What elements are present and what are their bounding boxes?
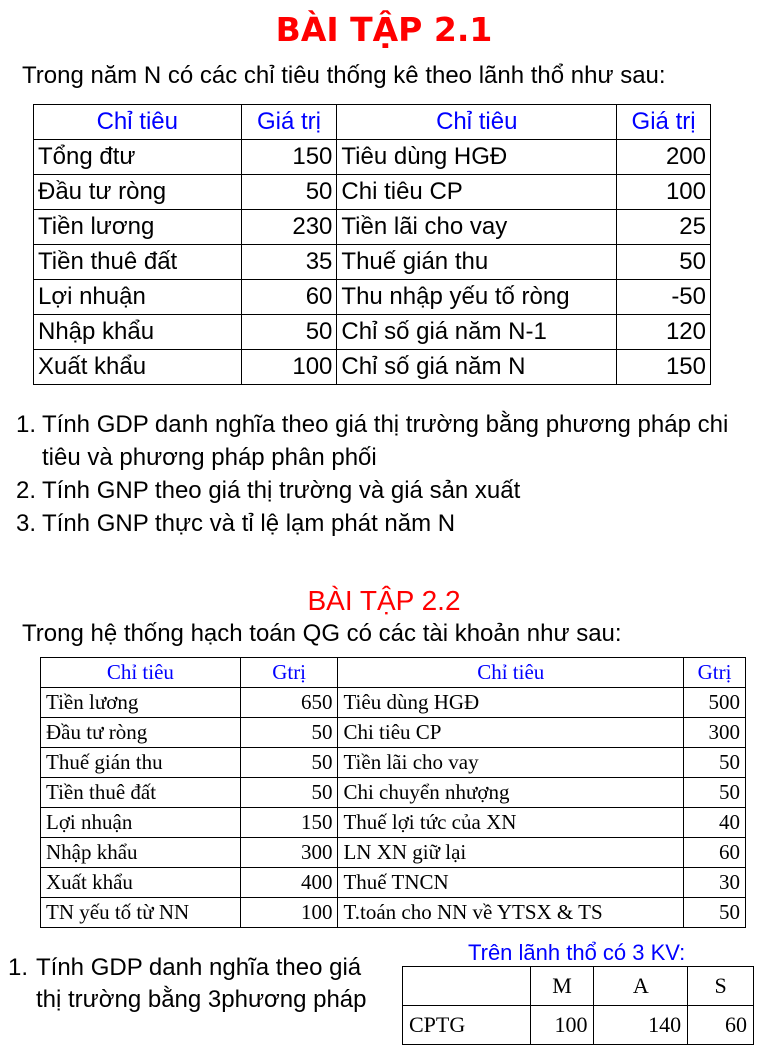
value-cell: 400 (240, 868, 338, 898)
question-number: 1. (16, 411, 37, 438)
table-row (34, 350, 711, 385)
exercise-1-table (33, 104, 711, 385)
label-cell: Lợi nhuận (34, 280, 242, 315)
label-cell: Lợi nhuận (41, 808, 241, 838)
table-row (41, 778, 746, 808)
label-cell: Chi tiêu CP (338, 718, 684, 748)
question-text: Tính GNP theo giá thị trường và giá sản xuất (42, 477, 521, 504)
label-cell: T.toán cho NN về YTSX & TS (338, 898, 684, 928)
value-cell: 300 (240, 838, 338, 868)
exercise-2-title: BÀI TẬP 2.2 (307, 585, 461, 616)
exercise-2-table (40, 657, 746, 928)
table-row (41, 898, 746, 928)
exercise-2-intro: Trong hệ thống hạch toán QG có các tài khoản như sau: (22, 620, 622, 647)
value-cell: 50 (241, 315, 337, 350)
label-cell: Tiền thuê đất (41, 778, 241, 808)
value-cell: 50 (684, 898, 746, 928)
value-cell: 100 (617, 175, 711, 210)
value-cell: 200 (617, 140, 711, 175)
label-cell: Tiền lãi cho vay (338, 748, 684, 778)
table-header-row (403, 967, 754, 1006)
value-cell: 60 (688, 1006, 754, 1045)
column-header: Gtrị (684, 658, 746, 688)
label-cell: Chỉ số giá năm N (337, 350, 617, 385)
label-cell: Tiền lương (34, 210, 242, 245)
exercise-1-title: BÀI TẬP 2.1 (275, 10, 493, 49)
column-header: Chỉ tiêu (338, 658, 684, 688)
table-row (34, 245, 711, 280)
value-cell: 120 (617, 315, 711, 350)
label-cell: CPTG (403, 1006, 531, 1045)
label-cell: Tiêu dùng HGĐ (337, 140, 617, 175)
value-cell: 150 (241, 140, 337, 175)
value-cell: 150 (617, 350, 711, 385)
column-header (403, 967, 531, 1006)
value-cell: 300 (684, 718, 746, 748)
label-cell: Tiền thuê đất (34, 245, 242, 280)
value-cell: 150 (240, 808, 338, 838)
table-row (34, 140, 711, 175)
table-row (41, 808, 746, 838)
value-cell: 30 (684, 868, 746, 898)
table-row (41, 748, 746, 778)
question-item (8, 952, 378, 1016)
question-text: Tính GDP danh nghĩa theo giá thị trường bằng phương pháp chi tiêu và phương pháp phân phối (42, 411, 729, 471)
label-cell: LN XN giữ lại (338, 838, 684, 868)
table-row (34, 175, 711, 210)
question-number: 3. (16, 510, 37, 537)
question-item (16, 408, 756, 474)
value-cell: 25 (617, 210, 711, 245)
value-cell: 500 (684, 688, 746, 718)
value-cell: 100 (241, 350, 337, 385)
table-header-row (34, 105, 711, 140)
label-cell: Tiêu dùng HGĐ (338, 688, 684, 718)
label-cell: Đầu tư ròng (34, 175, 242, 210)
label-cell: Xuất khẩu (34, 350, 242, 385)
table-row (34, 315, 711, 350)
value-cell: 35 (241, 245, 337, 280)
value-cell: 50 (241, 175, 337, 210)
table-row (41, 688, 746, 718)
value-cell: -50 (617, 280, 711, 315)
question-number: 1. (8, 954, 29, 981)
value-cell: 40 (684, 808, 746, 838)
column-header: S (688, 967, 754, 1006)
column-header: Chỉ tiêu (337, 105, 617, 140)
table-row (34, 210, 711, 245)
question-item (16, 474, 756, 507)
value-cell: 230 (241, 210, 337, 245)
table-row (34, 280, 711, 315)
table-row (41, 718, 746, 748)
label-cell: Tổng đtư (34, 140, 242, 175)
value-cell: 50 (240, 718, 338, 748)
table-header-row (41, 658, 746, 688)
label-cell: Thuế gián thu (41, 748, 241, 778)
exercise-1-intro: Trong năm N có các chỉ tiêu thống kê theo lãnh thổ như sau: (22, 62, 666, 89)
value-cell: 60 (241, 280, 337, 315)
label-cell: Tiền lãi cho vay (337, 210, 617, 245)
column-header: M (530, 967, 594, 1006)
column-header: Giá trị (241, 105, 337, 140)
value-cell: 50 (684, 778, 746, 808)
column-header: A (594, 967, 688, 1006)
label-cell: Đầu tư ròng (41, 718, 241, 748)
label-cell: Nhập khẩu (41, 838, 241, 868)
label-cell: Nhập khẩu (34, 315, 242, 350)
table-row (403, 1006, 754, 1045)
column-header: Chỉ tiêu (34, 105, 242, 140)
label-cell: Tiền lương (41, 688, 241, 718)
question-text: Tính GDP danh nghĩa theo giá thị trường bằng 3phương pháp (36, 954, 367, 1013)
column-header: Gtrị (240, 658, 338, 688)
value-cell: 650 (240, 688, 338, 718)
question-number: 2. (16, 477, 37, 504)
label-cell: Chi tiêu CP (337, 175, 617, 210)
exercise-2-questions (8, 952, 378, 1016)
label-cell: Thu nhập yếu tố ròng (337, 280, 617, 315)
question-text: Tính GNP thực và tỉ lệ lạm phát năm N (42, 510, 456, 537)
sector-table-title: Trên lãnh thổ có 3 KV: (468, 940, 686, 965)
exercise-1-questions (16, 408, 756, 540)
value-cell: 60 (684, 838, 746, 868)
column-header: Giá trị (617, 105, 711, 140)
table-row (41, 868, 746, 898)
label-cell: Thuế TNCN (338, 868, 684, 898)
value-cell: 50 (240, 748, 338, 778)
label-cell: Thuế gián thu (337, 245, 617, 280)
column-header: Chỉ tiêu (41, 658, 241, 688)
value-cell: 50 (240, 778, 338, 808)
label-cell: Thuế lợi tức của XN (338, 808, 684, 838)
label-cell: Chỉ số giá năm N-1 (337, 315, 617, 350)
question-item (16, 507, 756, 540)
label-cell: TN yếu tố từ NN (41, 898, 241, 928)
value-cell: 50 (684, 748, 746, 778)
value-cell: 50 (617, 245, 711, 280)
value-cell: 100 (240, 898, 338, 928)
table-row (41, 838, 746, 868)
value-cell: 140 (594, 1006, 688, 1045)
label-cell: Xuất khẩu (41, 868, 241, 898)
sector-table (402, 966, 754, 1045)
label-cell: Chi chuyển nhượng (338, 778, 684, 808)
value-cell: 100 (530, 1006, 594, 1045)
